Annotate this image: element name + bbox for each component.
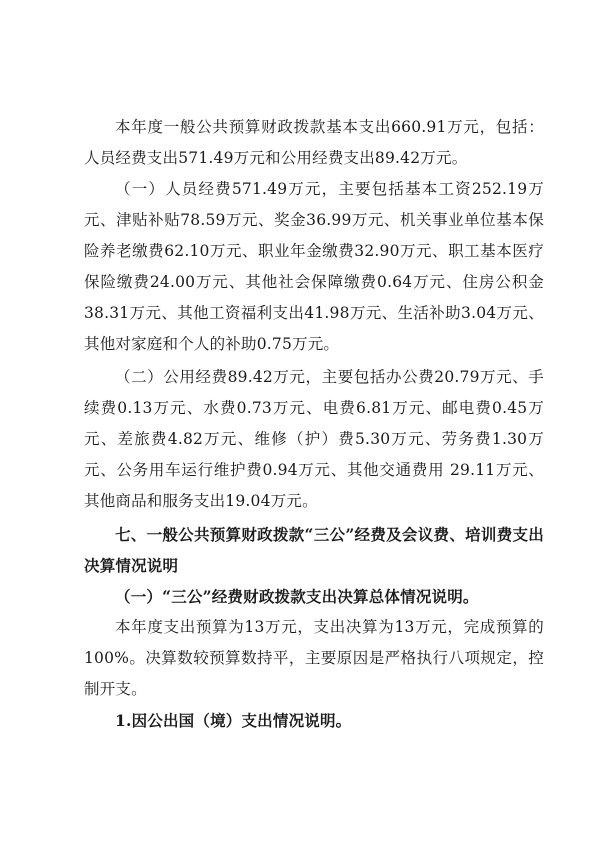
basic-expenditure-summary-paragraph: 本年度一般公共预算财政拨款基本支出660.91万元，包括：人员经费支出571.49万元和公用经费支出89.42万元。 — [84, 118, 544, 167]
public-expenses-paragraph: （二）公用经费89.42万元，主要包括办公费20.79万元、手续费0.13万元、水费0.73万元、电费6.81万元、邮电费0.45万元、差旅费4.82万元、维修（护）费5.30万元、劳务费1.30万元、公务用车运行维护费0.94万元、其他交通费用 29.11万元、其他商品和服务支出19.04万元。 — [84, 368, 544, 510]
personnel-expenses-paragraph: （一）人员经费571.49万元，主要包括基本工资252.19万元、津贴补贴78.59万元、奖金36.99万元、机关事业单位基本保险养老缴费62.10万元、职业年金缴费32.90万元、职工基本医疗保险缴费24.00万元、其他社会保障缴费0.64万元、住房公积金38.31万元、其他工资福利支出41.98万元、生活补助3.04万元、其他对家庭和个人的补助0.75万元。 — [84, 180, 544, 353]
overseas-travel-subheading: 1.因公出国（境）支出情况说明。 — [115, 711, 352, 730]
three-public-overview-subheading: （一）“三公”经费财政拨款支出决算总体情况说明。 — [115, 587, 479, 606]
section-seven-heading: 七、一般公共预算财政拨款“三公”经费及会议费、培训费支出决算情况说明 — [84, 525, 544, 575]
budget-execution-paragraph: 本年度支出预算为13万元，支出决算为13万元，完成预算的100%。决算数较预算数持平，主要原因是严格执行八项规定，控制开支。 — [84, 618, 544, 698]
